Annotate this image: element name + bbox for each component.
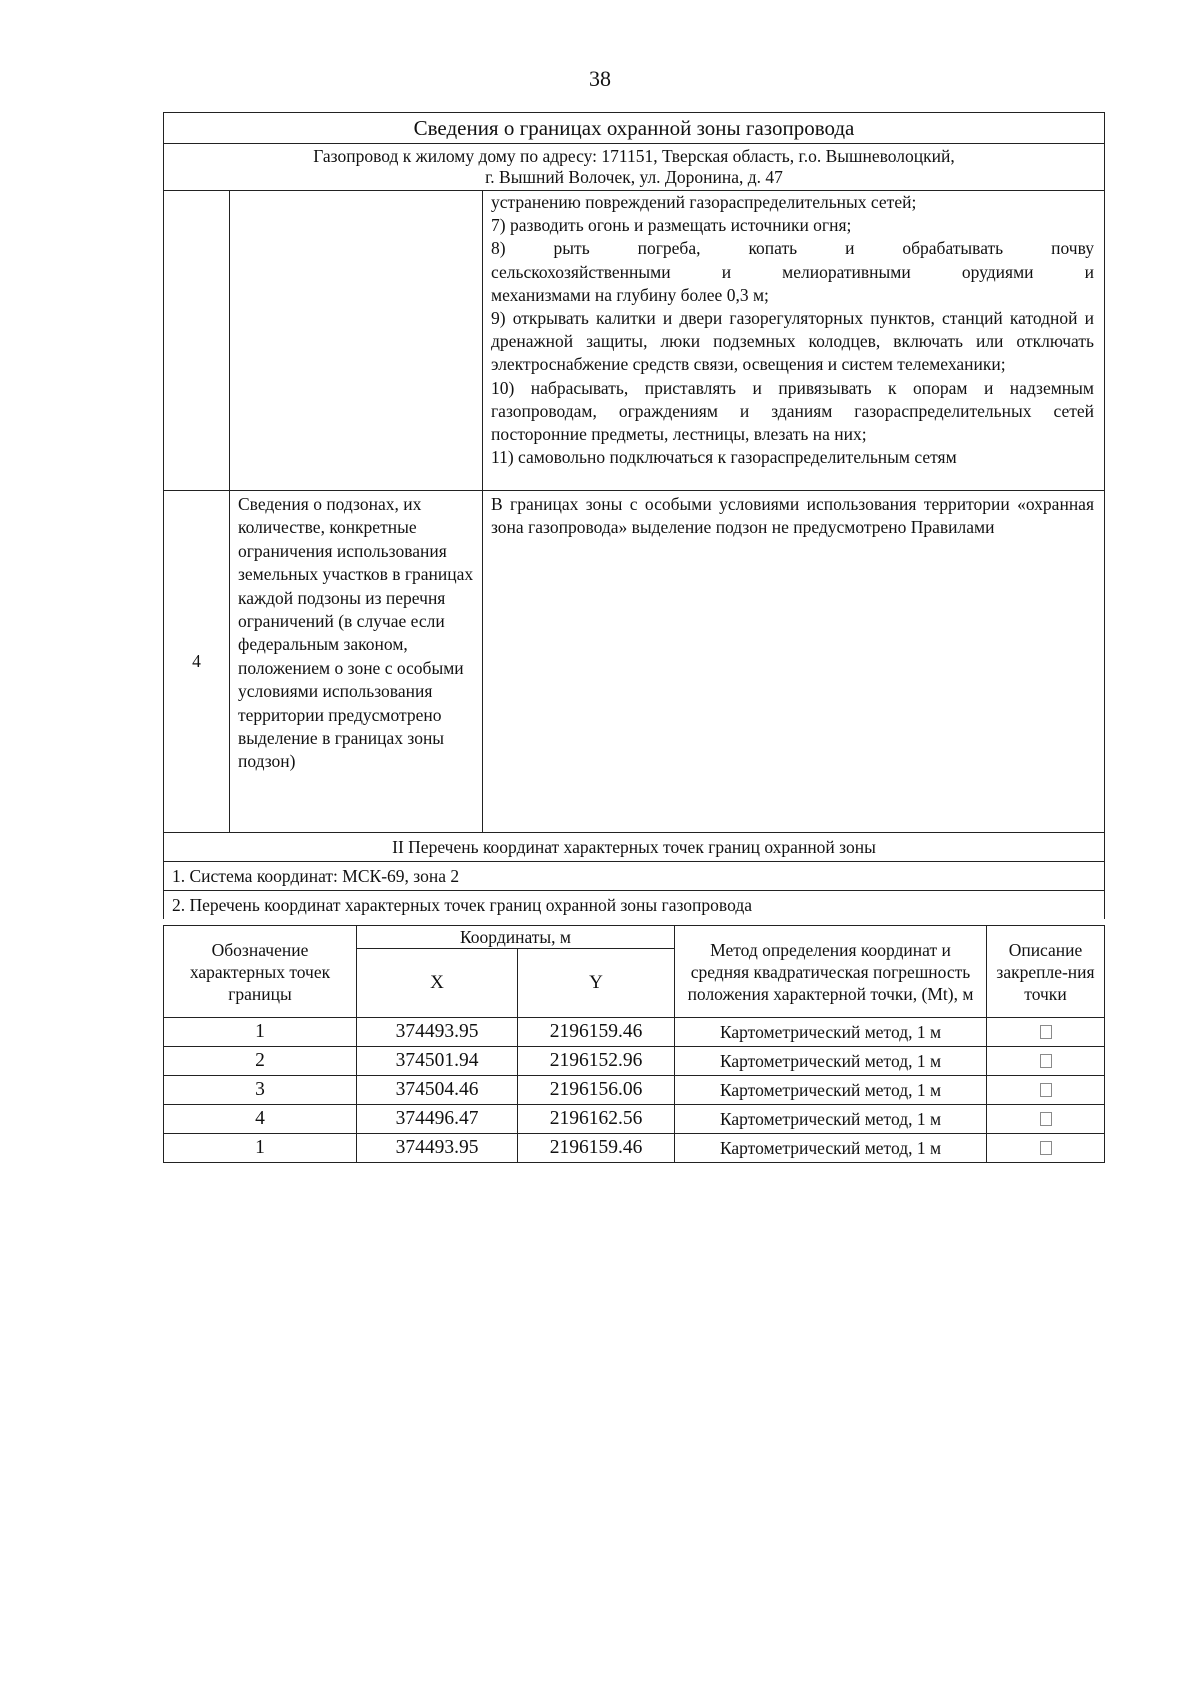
zone-info-table: [163, 112, 1105, 919]
coord-system: 1. Система координат: МСК-69, зона 2: [164, 862, 1105, 891]
point-y: 2196152.96: [518, 1047, 675, 1076]
subzones-value: В границах зоны с особыми условиями использования территории «охранная зона газопровода» выделение подзон не предусмотрено Правилами: [483, 491, 1105, 833]
point-method: Картометрический метод, 1 м: [675, 1047, 987, 1076]
point-method: Картометрический метод, 1 м: [675, 1105, 987, 1134]
header-method: [675, 926, 987, 1018]
restriction-text: 8) рыть погреба, копать и обрабатывать почву: [491, 238, 1094, 259]
point-description: [987, 1076, 1105, 1105]
section-heading: II Перечень координат характерных точек границ охранной зоны: [164, 833, 1105, 862]
restriction-text: сельскохозяйственными и мелиоративными орудиями и: [491, 261, 1094, 282]
empty-box-icon: [1040, 1054, 1052, 1068]
subzones-label: Сведения о подзонах, их количестве, конкретные ограничения использования земельных участков в границах каждой подзоны из перечня ограничений (в случае если федеральным законом, положением о зоне с особыми условиями использования территории предусмотрено выделение в границах зоны подзон): [230, 491, 483, 833]
empty-box-icon: [1040, 1112, 1052, 1126]
point-x: 374493.95: [357, 1018, 518, 1047]
point-designation: 1: [164, 1134, 357, 1163]
point-designation: 1: [164, 1018, 357, 1047]
point-description: [987, 1018, 1105, 1047]
subtitle-line-1: Газопровод к жилому дому по адресу: 171151, Тверская область, г.о. Вышневолоцкий,: [313, 146, 955, 166]
point-y: 2196159.46: [518, 1134, 675, 1163]
coordinates-table: [163, 925, 1105, 1163]
table-subtitle: [164, 144, 1105, 191]
point-x: 374501.94: [357, 1047, 518, 1076]
header-coordinates: Координаты, м: [357, 926, 675, 949]
point-designation: 2: [164, 1047, 357, 1076]
subtitle-line-2: г. Вышний Волочек, ул. Доронина, д. 47: [485, 167, 783, 187]
point-x: 374496.47: [357, 1105, 518, 1134]
point-description: [987, 1047, 1105, 1076]
continued-label-cell: [230, 191, 483, 491]
header-description: Описание закрепле-ния точки: [987, 926, 1105, 1018]
restriction-text: устранению повреждений газораспределительных сетей;: [491, 192, 917, 212]
point-method: Картометрический метод, 1 м: [675, 1018, 987, 1047]
page-number: 38: [589, 66, 611, 91]
empty-box-icon: [1040, 1141, 1052, 1155]
point-x: 374504.46: [357, 1076, 518, 1105]
point-description: [987, 1134, 1105, 1163]
empty-box-icon: [1040, 1025, 1052, 1039]
header-x: X: [357, 949, 518, 1018]
restriction-text: 10) набрасывать, приставлять и привязывать к опорам и надземным газопроводам, ограждениям и зданиям газораспределительных сетей посторонние предметы, лестницы, влезать на них;: [491, 377, 1094, 445]
restriction-text: 7) разводить огонь и размещать источники огня;: [491, 215, 852, 236]
restriction-text: 9) открывать калитки и двери газорегуляторных пунктов, станций катодной и дренажной защиты, люки подземных колодцев, включать или отключать электроснабжение средств связи, освещения и систем телемеханики;: [491, 308, 1094, 375]
row-number: 4: [164, 491, 230, 833]
header-method-text: Метод определения координат и средняя квадратическая погрешность положения характерной точки, (Mt), м: [687, 939, 974, 1004]
restrictions-continued: [483, 191, 1105, 491]
header-designation: Обозначение характерных точек границы: [164, 926, 357, 1018]
table-title: Сведения о границах охранной зоны газопровода: [164, 113, 1105, 144]
point-designation: 4: [164, 1105, 357, 1134]
restriction-text: механизмами на глубину более 0,3 м;: [491, 284, 769, 305]
point-x: 374493.95: [357, 1134, 518, 1163]
continued-number-cell: [164, 191, 230, 491]
point-y: 2196156.06: [518, 1076, 675, 1105]
point-method: Картометрический метод, 1 м: [675, 1134, 987, 1163]
point-description: [987, 1105, 1105, 1134]
point-designation: 3: [164, 1076, 357, 1105]
point-method: Картометрический метод, 1 м: [675, 1076, 987, 1105]
point-y: 2196162.56: [518, 1105, 675, 1134]
empty-box-icon: [1040, 1083, 1052, 1097]
coords-list-title: 2. Перечень координат характерных точек границ охранной зоны газопровода: [164, 891, 1105, 920]
restriction-text: 11) самовольно подключаться к газораспределительным сетям: [491, 447, 957, 468]
point-y: 2196159.46: [518, 1018, 675, 1047]
header-y: Y: [518, 949, 675, 1018]
